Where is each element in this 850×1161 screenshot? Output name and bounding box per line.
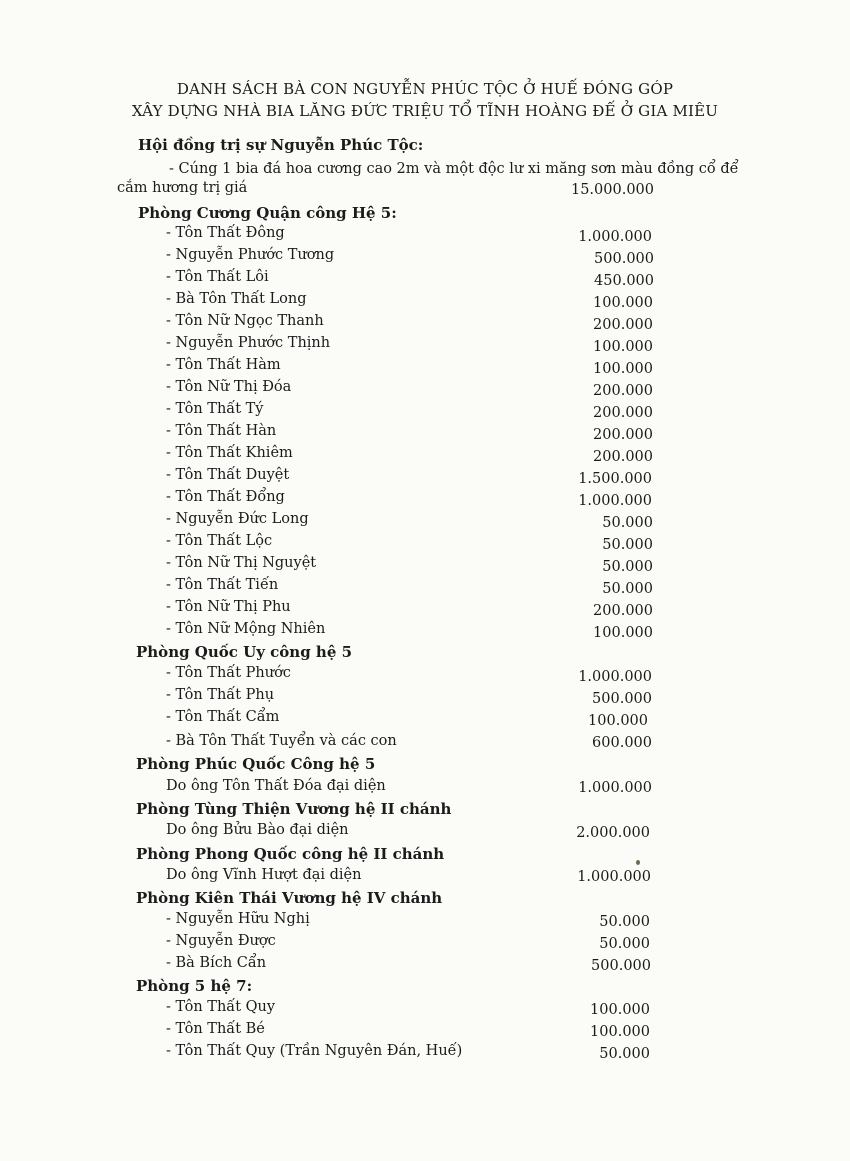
document-title-line-1: DANH SÁCH BÀ CON NGUYỄN PHÚC TỘC Ở HUẾ ĐÓNG GÓP: [176, 80, 674, 98]
entry-amount: 100.000: [590, 1024, 650, 1040]
entry-amount: 100.000: [590, 1002, 650, 1018]
entry-name: Do ông Bửu Bào đại diện: [166, 822, 349, 838]
entry-name: Do ông Vĩnh Hượt đại diện: [166, 867, 362, 883]
entry-amount: 200.000: [593, 317, 653, 333]
council-line-2: cắm hương trị giá: [117, 180, 248, 196]
section-heading: Phòng Kiên Thái Vương hệ IV chánh: [136, 889, 443, 907]
council-line-1: - Cúng 1 bia đá hoa cương cao 2m và một độc lư xi măng sơn màu đồng cổ để: [169, 161, 739, 177]
entry-amount: 100.000: [593, 361, 653, 377]
entry-name: Do ông Tôn Thất Đóa đại diện: [166, 778, 386, 794]
entry-amount: 200.000: [593, 603, 653, 619]
entry-name: - Tôn Thất Bé: [166, 1021, 265, 1037]
entry-amount: 200.000: [593, 427, 653, 443]
entry-amount: 100.000: [593, 625, 653, 641]
entry-name: - Nguyễn Phước Thịnh: [166, 335, 331, 351]
entry-amount: 1.500.000: [578, 471, 652, 487]
document-title-line-2: XÂY DỰNG NHÀ BIA LĂNG ĐỨC TRIỆU TỔ TĨNH HOÀNG ĐẾ Ở GIA MIÊU: [131, 102, 719, 120]
entry-name: - Tôn Nữ Ngọc Thanh: [166, 313, 324, 329]
entry-name: - Nguyễn Được: [166, 933, 276, 949]
entry-name: - Tôn Nữ Mộng Nhiên: [166, 621, 326, 637]
entry-name: - Tôn Thất Lộc: [166, 533, 273, 549]
entry-amount: 50.000: [602, 559, 653, 575]
entry-name: - Tôn Thất Đổng: [166, 489, 285, 505]
entry-amount: 1.000.000: [578, 229, 652, 245]
entry-name: - Nguyễn Đức Long: [166, 511, 309, 527]
entry-name: - Tôn Thất Duyệt: [166, 467, 290, 483]
entry-name: - Tôn Thất Phước: [166, 665, 291, 681]
entry-amount: 500.000: [591, 958, 651, 974]
section-heading: Phòng Cương Quận công Hệ 5:: [138, 204, 397, 222]
entry-amount: 50.000: [602, 515, 653, 531]
entry-name: - Tôn Thất Khiêm: [166, 445, 293, 461]
entry-amount: 2.000.000: [576, 825, 650, 841]
entry-amount: 50.000: [602, 537, 653, 553]
entry-name: - Tôn Thất Phụ: [166, 687, 275, 703]
entry-name: - Nguyễn Phước Tương: [166, 247, 335, 263]
entry-amount: 450.000: [594, 273, 654, 289]
entry-amount: 1.000.000: [577, 869, 651, 885]
entry-amount: 50.000: [599, 1046, 650, 1062]
entry-amount: 600.000: [592, 735, 652, 751]
entry-name: - Tôn Thất Quy: [166, 999, 276, 1015]
entry-name: - Bà Bích Cẩn: [166, 955, 267, 971]
section-heading: Phòng Quốc Uy công hệ 5: [136, 643, 353, 661]
entry-amount: 1.000.000: [578, 493, 652, 509]
section-heading: Phòng Phong Quốc công hệ II chánh: [136, 845, 445, 863]
entry-name: - Tôn Nữ Thị Phu: [166, 599, 291, 615]
entry-amount: 1.000.000: [578, 669, 652, 685]
paper-speck: [636, 860, 640, 865]
council-amount: 15.000.000: [570, 182, 654, 198]
entry-name: - Tôn Thất Quy (Trần Nguyên Đán, Huế): [166, 1043, 463, 1059]
entry-amount: 50.000: [599, 914, 650, 930]
entry-amount: 500.000: [594, 251, 654, 267]
entry-amount: 1.000.000: [578, 780, 652, 796]
entry-name: - Nguyễn Hữu Nghị: [166, 911, 310, 927]
entry-amount: 100.000: [593, 295, 653, 311]
entry-name: - Bà Tôn Thất Tuyển và các con: [166, 733, 397, 749]
entry-amount: 100.000: [588, 713, 648, 729]
entry-name: - Tôn Thất Lôi: [166, 269, 269, 285]
entry-name: - Tôn Thất Đông: [166, 225, 285, 241]
section-heading: Phòng Phúc Quốc Công hệ 5: [136, 755, 376, 773]
entry-name: - Tôn Thất Cẩm: [166, 709, 280, 725]
section-heading: Phòng Tùng Thiện Vương hệ II chánh: [136, 800, 452, 818]
entry-name: - Tôn Thất Tý: [166, 401, 264, 417]
entry-amount: 200.000: [593, 449, 653, 465]
entry-name: - Tôn Thất Tiến: [166, 577, 279, 593]
entry-name: - Tôn Nữ Thị Nguyệt: [166, 555, 317, 571]
entry-amount: 50.000: [602, 581, 653, 597]
entry-amount: 200.000: [593, 405, 653, 421]
council-heading: Hội đồng trị sự Nguyễn Phúc Tộc:: [138, 136, 424, 154]
entry-amount: 500.000: [592, 691, 652, 707]
entry-amount: 200.000: [593, 383, 653, 399]
entry-amount: 50.000: [599, 936, 650, 952]
entry-amount: 100.000: [593, 339, 653, 355]
section-heading: Phòng 5 hệ 7:: [136, 977, 253, 995]
entry-name: - Bà Tôn Thất Long: [166, 291, 307, 307]
entry-name: - Tôn Thất Hàn: [166, 423, 277, 439]
entry-name: - Tôn Nữ Thị Đóa: [166, 379, 292, 395]
entry-name: - Tôn Thất Hàm: [166, 357, 281, 373]
